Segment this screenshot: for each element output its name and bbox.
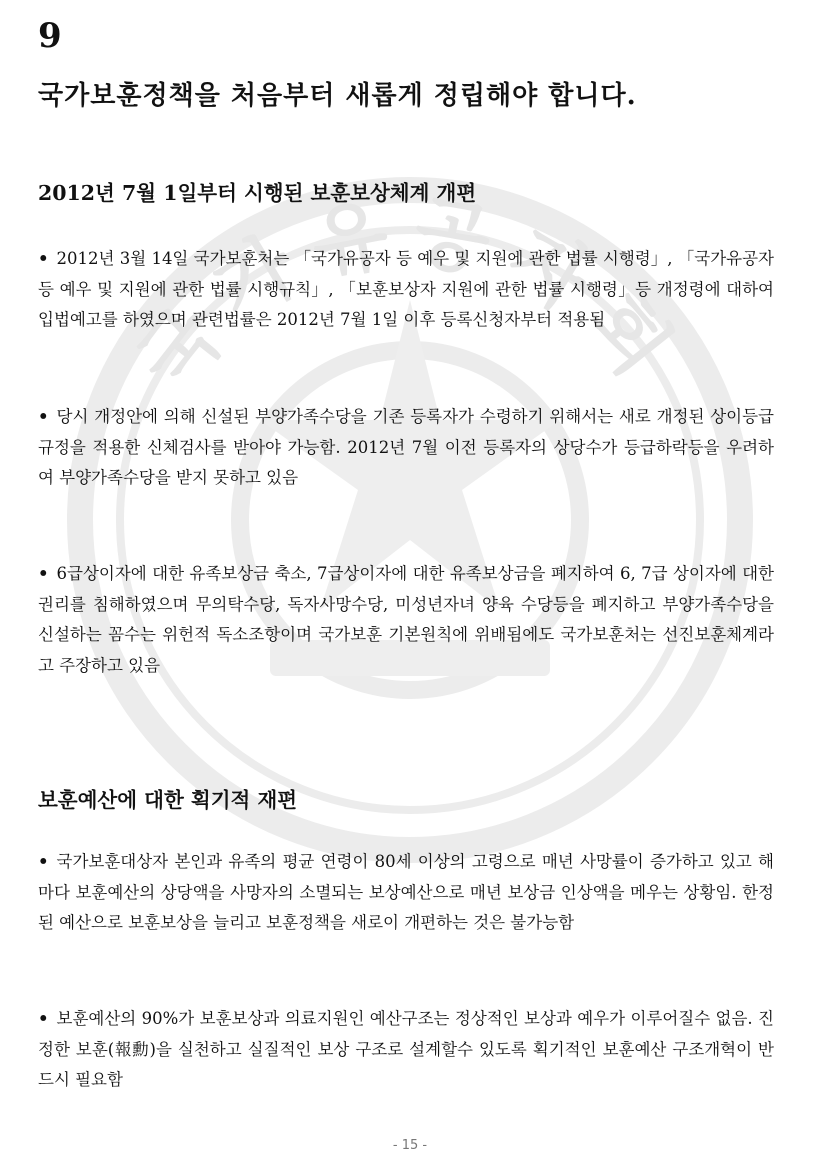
bullet-icon: • bbox=[38, 852, 49, 871]
paragraph-text: 국가보훈대상자 본인과 유족의 평균 연령이 80세 이상의 고령으로 매년 사망률이 증가하고 있고 해마다 보훈예산의 상당액을 사망자의 소멸되는 보상예산으로 매년 보상금 인상액을 메우는 상황임. 한정된 예산으로 보훈보상을 늘리고 보훈정책을 새로이 개편하는 것은 불가능함 bbox=[38, 852, 774, 932]
chapter-number: 9 bbox=[38, 16, 62, 56]
paragraph bbox=[38, 1004, 774, 1096]
paragraph-text: 보훈예산의 90%가 보훈보상과 의료지원인 예산구조는 정상적인 보상과 예우가 이루어질수 없음. 진정한 보훈(報勳)을 실천하고 실질적인 보상 구조로 설계할수 있도록 획기적인 보훈예산 구조개혁이 반드시 필요함 bbox=[38, 1009, 774, 1089]
page-title: 국가보훈정책을 처음부터 새롭게 정립해야 합니다. bbox=[38, 81, 637, 111]
bullet-icon: • bbox=[38, 564, 49, 583]
page-number: - 15 - bbox=[392, 1138, 428, 1153]
bullet-icon: • bbox=[38, 249, 49, 268]
paragraph bbox=[38, 847, 774, 939]
section-heading-budget: 보훈예산에 대한 획기적 재편 bbox=[38, 788, 298, 812]
bullet-icon: • bbox=[38, 407, 49, 426]
paragraph bbox=[38, 559, 774, 681]
paragraph-text: 2012년 3월 14일 국가보훈처는 「국가유공자 등 예우 및 지원에 관한 법률 시행령」, 「국가유공자 등 예우 및 지원에 관한 법률 시행규칙」, 「보훈보상자 지원에 관한 법률 시행령」등 개정령에 대하여 입법예고를 하였으며 관련법률은 2012년 7월 1일 이후 등록신청자부터 적용됨 bbox=[38, 249, 774, 329]
paragraph-text: 6급상이자에 대한 유족보상금 축소, 7급상이자에 대한 유족보상금을 폐지하여 6, 7급 상이자에 대한 권리를 침해하였으며 무의탁수당, 독자사망수당, 미성년자녀 양육 수당등을 폐지하고 부양가족수당을 신설하는 꼼수는 위헌적 독소조항이며 국가보훈 기본원칙에 위배됨에도 국가보훈처는 선진보훈체계라고 주장하고 있음 bbox=[38, 564, 774, 675]
paragraph-text: 당시 개정안에 의해 신설된 부양가족수당을 기존 등록자가 수령하기 위해서는 새로 개정된 상이등급 규정을 적용한 신체검사를 받아야 가능함. 2012년 7월 이전 등록자의 상당수가 등급하락등을 우려하여 부양가족수당을 받지 못하고 있음 bbox=[38, 407, 774, 487]
paragraph bbox=[38, 402, 774, 494]
watermark-seal-text: 국가유공자회 bbox=[122, 185, 698, 407]
paragraph bbox=[38, 244, 774, 336]
section-heading-reform: 2012년 7월 1일부터 시행된 보훈보상체계 개편 bbox=[38, 181, 477, 205]
bullet-icon: • bbox=[38, 1009, 49, 1028]
